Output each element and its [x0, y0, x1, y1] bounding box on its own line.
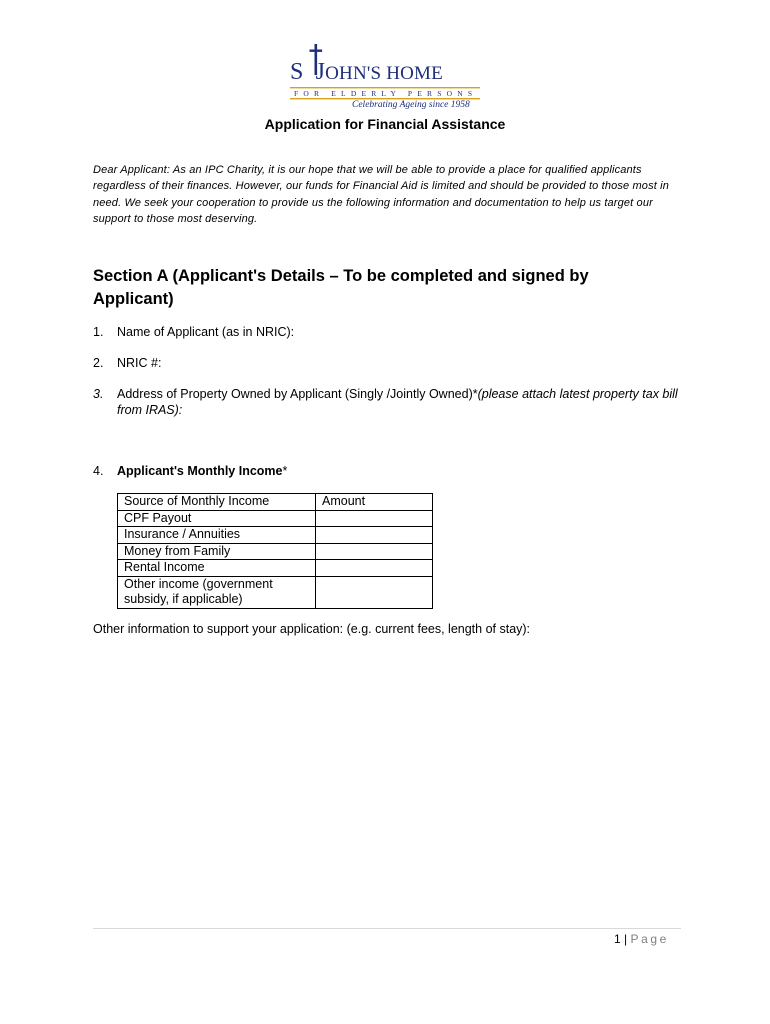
- page-number: 1: [614, 932, 621, 946]
- income-source: Insurance / Annuities: [118, 527, 316, 544]
- table-row: [118, 543, 433, 560]
- table-row: [118, 510, 433, 527]
- income-source: Money from Family: [118, 543, 316, 560]
- page-label: Page: [630, 932, 669, 946]
- income-source: Rental Income: [118, 560, 316, 577]
- other-information-label: Other information to support your application: (e.g. current fees, length of stay):: [93, 622, 531, 636]
- monthly-income-table: [117, 493, 433, 609]
- income-amount-cell[interactable]: [316, 527, 433, 544]
- income-source: CPF Payout: [118, 510, 316, 527]
- income-amount-cell[interactable]: [316, 543, 433, 560]
- logo-name: S JOHN'S HOME: [290, 59, 443, 85]
- table-header-source: Source of Monthly Income: [118, 494, 316, 511]
- item-number: 3.: [93, 387, 104, 401]
- income-source: Other income (government subsidy, if applicable): [118, 576, 316, 608]
- footer-divider: [93, 928, 681, 929]
- item-label: NRIC #:: [117, 356, 162, 370]
- item-number: 1.: [93, 325, 104, 339]
- footer-separator: |: [624, 932, 628, 946]
- cross-bar: [310, 50, 323, 52]
- table-row: [118, 527, 433, 544]
- table-header-row: [118, 494, 433, 511]
- item-note: (please attach latest property tax bill from IRAS):: [117, 387, 678, 417]
- logo-subtitle: FOR ELDERLY PERSONS: [294, 89, 478, 98]
- table-header-amount: Amount: [316, 494, 433, 511]
- income-amount-cell[interactable]: [316, 510, 433, 527]
- page-title: Application for Financial Assistance: [264, 116, 506, 132]
- page-footer: [614, 931, 669, 947]
- item-number: 2.: [93, 356, 104, 370]
- st-johns-home-logo: [290, 44, 480, 112]
- section-a-heading: Section A (Applicant's Details – To be completed and signed by Applicant): [93, 267, 589, 308]
- table-row: [118, 560, 433, 577]
- item-number: 4.: [93, 464, 104, 478]
- table-row: [118, 576, 433, 608]
- item-label: Address of Property Owned by Applicant (Singly /Jointly Owned)*(please attach latest property tax bill from IRAS):: [117, 387, 678, 417]
- income-amount-cell[interactable]: [316, 560, 433, 577]
- item-label: Applicant's Monthly Income*: [117, 464, 288, 478]
- intro-paragraph: Dear Applicant: As an IPC Charity, it is our hope that we will be able to provide a place for qualified applicants regardless of their finances. However, our funds for Financial Aid is limited and should be provided to those most in need. We seek your cooperation to provide us the following information and documentation to help us target our support to those most deserving.: [93, 164, 669, 225]
- income-amount-cell[interactable]: [316, 576, 433, 608]
- item-label: Name of Applicant (as in NRIC):: [117, 325, 295, 339]
- logo-tagline: Celebrating Ageing since 1958: [352, 100, 470, 110]
